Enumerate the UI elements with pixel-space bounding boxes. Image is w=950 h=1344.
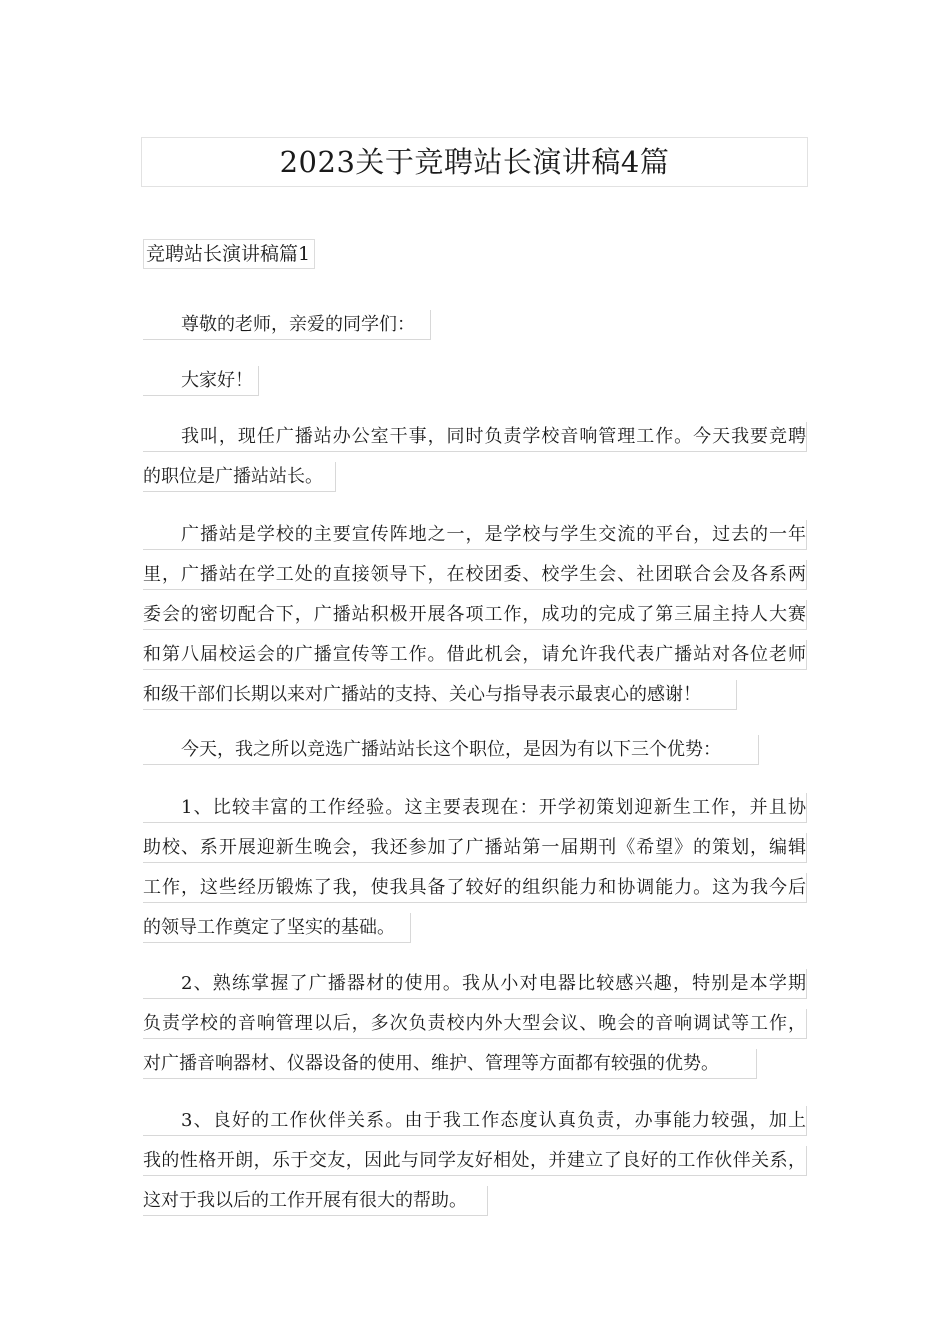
paragraph-greeting [143, 366, 807, 406]
paragraph-line: 这对于我以后的工作开展有很大的帮助。 [143, 1186, 488, 1216]
paragraph-line: 我的性格开朗，乐于交友，因此与同学友好相处，并建立了良好的工作伙伴关系， [143, 1146, 807, 1176]
paragraph-line: 的职位是广播站站长。 [143, 462, 336, 492]
paragraph-line: 和级干部们长期以来对广播站的支持、关心与指导表示最衷心的感谢！ [143, 680, 737, 710]
paragraph-salutation [143, 310, 807, 350]
paragraph-line: 助校、系开展迎新生晚会，我还参加了广播站第一届期刊《希望》的策划，编辑 [143, 833, 807, 863]
paragraph-line: 今天，我之所以竞选广播站站长这个职位，是因为有以下三个优势： [143, 735, 759, 765]
paragraph-line: 负责学校的音响管理以后，多次负责校内外大型会议、晚会的音响调试等工作， [143, 1009, 807, 1039]
paragraph-line: 广播站是学校的主要宣传阵地之一，是学校与学生交流的平台，过去的一年 [143, 520, 807, 550]
paragraph-line: 里，广播站在学工处的直接领导下，在校团委、校学生会、社团联合会及各系两 [143, 560, 807, 590]
paragraph-line: 3、良好的工作伙伴关系。由于我工作态度认真负责，办事能力较强，加上 [143, 1106, 807, 1136]
paragraph-line: 和第八届校运会的广播宣传等工作。借此机会，请允许我代表广播站对各位老师 [143, 640, 807, 670]
paragraph-line: 尊敬的老师，亲爱的同学们： [143, 310, 431, 340]
paragraph-line: 大家好！ [143, 366, 259, 396]
paragraph-advantage-3 [143, 1106, 807, 1226]
paragraph-line: 2、熟练掌握了广播器材的使用。我从小对电器比较感兴趣，特别是本学期 [143, 969, 807, 999]
paragraph-introduction [143, 422, 807, 502]
document-title: 2023关于竞聘站长演讲稿4篇 [141, 137, 808, 187]
paragraph-advantage-2 [143, 969, 807, 1089]
section-heading: 竞聘站长演讲稿篇1 [143, 239, 315, 269]
paragraph-line: 工作，这些经历锻炼了我，使我具备了较好的组织能力和协调能力。这为我今后 [143, 873, 807, 903]
paragraph-advantage-1 [143, 793, 807, 953]
paragraph-line: 的领导工作奠定了坚实的基础。 [143, 913, 411, 943]
paragraph-station-overview [143, 520, 807, 720]
paragraph-advantages-intro [143, 735, 807, 775]
paragraph-line: 委会的密切配合下，广播站积极开展各项工作，成功的完成了第三届主持人大赛 [143, 600, 807, 630]
paragraph-line: 我叫，现任广播站办公室干事，同时负责学校音响管理工作。今天我要竞聘 [143, 422, 807, 452]
paragraph-line: 1、比较丰富的工作经验。这主要表现在：开学初策划迎新生工作，并且协 [143, 793, 807, 823]
paragraph-line: 对广播音响器材、仪器设备的使用、维护、管理等方面都有较强的优势。 [143, 1049, 757, 1079]
